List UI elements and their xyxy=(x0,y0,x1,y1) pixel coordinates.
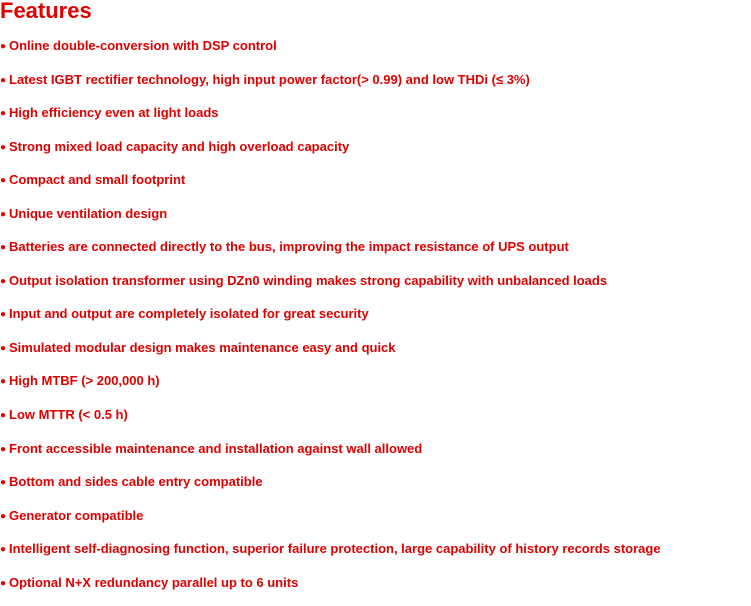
bullet-icon: ● xyxy=(0,309,7,321)
feature-text: Low MTTR (< 0.5 h) xyxy=(9,407,128,423)
feature-item xyxy=(0,237,661,271)
feature-item xyxy=(0,405,661,439)
feature-text: Compact and small footprint xyxy=(9,172,186,188)
feature-text: Simulated modular design makes maintenance easy and quick xyxy=(9,339,396,355)
bullet-icon: ● xyxy=(0,275,7,287)
feature-text: Intelligent self-diagnosing function, superior failure protection, large capability of history records storage xyxy=(9,541,661,557)
feature-item xyxy=(0,271,661,305)
feature-item xyxy=(0,170,661,204)
feature-text: Input and output are completely isolated for great security xyxy=(9,306,369,322)
bullet-icon: ● xyxy=(0,410,7,422)
feature-item xyxy=(0,506,661,540)
features-list xyxy=(0,36,661,606)
feature-item xyxy=(0,137,661,171)
feature-text: Online double-conversion with DSP control xyxy=(9,38,277,53)
feature-item xyxy=(0,103,661,137)
bullet-icon: ● xyxy=(0,477,7,489)
feature-item xyxy=(0,338,661,372)
feature-text: Unique ventilation design xyxy=(9,205,168,221)
feature-text: High MTBF (> 200,000 h) xyxy=(9,373,160,389)
bullet-icon: ● xyxy=(0,510,7,522)
feature-item xyxy=(0,204,661,238)
bullet-icon: ● xyxy=(0,175,7,187)
bullet-icon: ● xyxy=(0,443,7,455)
feature-text: Generator compatible xyxy=(9,507,144,523)
bullet-icon: ● xyxy=(0,242,7,254)
bullet-icon: ● xyxy=(0,544,7,556)
bullet-icon: ● xyxy=(0,376,7,388)
feature-text: Batteries are connected directly to the bus, improving the impact resistance of UPS output xyxy=(9,239,569,255)
feature-item xyxy=(0,36,661,70)
feature-text: Bottom and sides cable entry compatible xyxy=(9,474,263,490)
bullet-icon: ● xyxy=(0,41,7,52)
feature-text: Strong mixed load capacity and high overload capacity xyxy=(9,138,350,154)
bullet-icon: ● xyxy=(0,141,7,153)
feature-item xyxy=(0,573,661,606)
bullet-icon: ● xyxy=(0,577,7,589)
features-heading: Features xyxy=(0,0,92,23)
feature-text: Optional N+X redundancy parallel up to 6 units xyxy=(9,574,299,590)
bullet-icon: ● xyxy=(0,342,7,354)
feature-text: Latest IGBT rectifier technology, high input power factor(> 0.99) and low THDi (≤ 3%) xyxy=(9,71,530,87)
feature-item xyxy=(0,439,661,473)
feature-item xyxy=(0,472,661,506)
feature-item xyxy=(0,70,661,104)
feature-item xyxy=(0,371,661,405)
feature-item xyxy=(0,304,661,338)
feature-item xyxy=(0,539,661,573)
bullet-icon: ● xyxy=(0,208,7,220)
feature-text: Front accessible maintenance and installation against wall allowed xyxy=(9,440,423,456)
bullet-icon: ● xyxy=(0,108,7,120)
bullet-icon: ● xyxy=(0,74,7,86)
feature-text: Output isolation transformer using DZn0 winding makes strong capability with unbalanced loads xyxy=(9,272,608,288)
feature-text: High efficiency even at light loads xyxy=(9,105,219,121)
